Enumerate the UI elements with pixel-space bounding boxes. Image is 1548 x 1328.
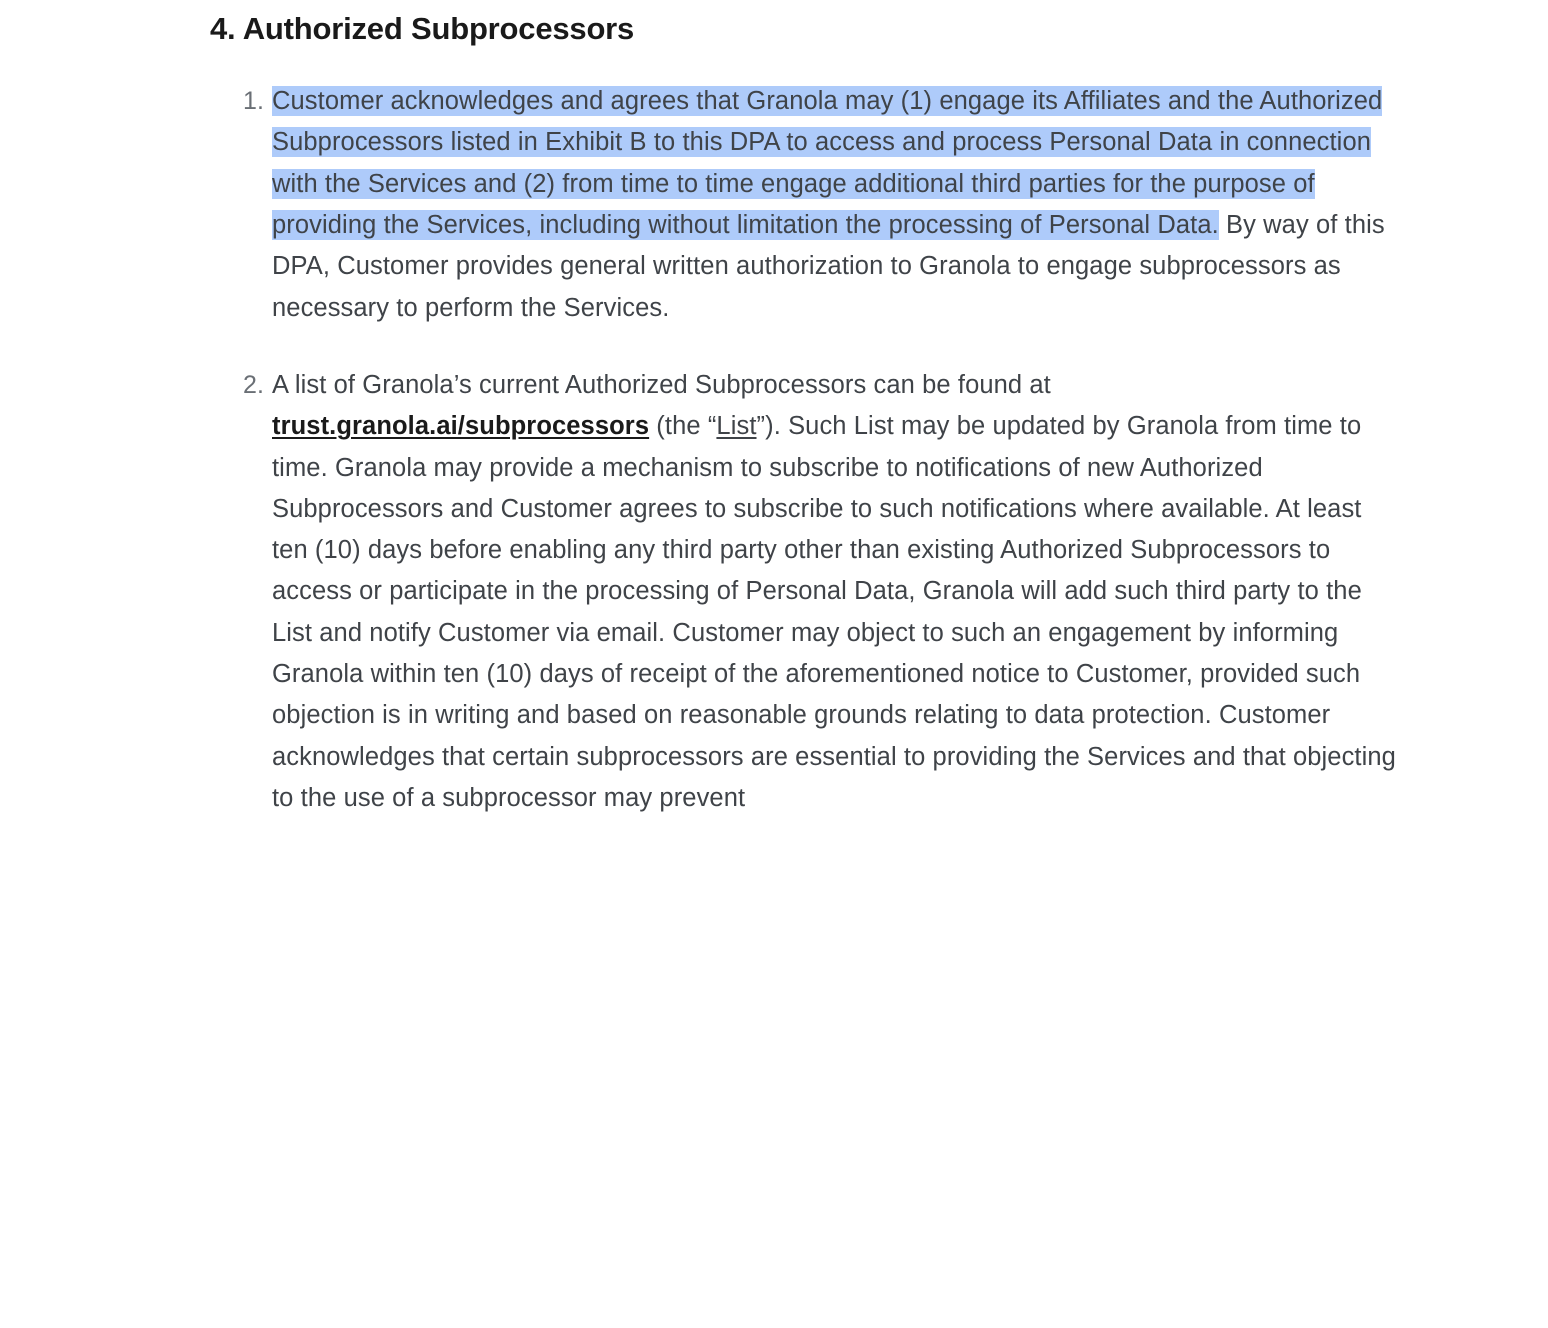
clause-1-remaining-text: By way of this DPA, Customer provides general written authorization to Granola to engage subprocessors as necessary to perform the Services. bbox=[272, 211, 1385, 322]
clause-2-text-after-link-a: (the “ bbox=[649, 412, 717, 441]
clause-2-text-after-link-b: ”). Such List may be updated by Granola from time to time. Granola may provide a mechanism to subscribe to notifications of new Authorized Subprocessors and Customer agrees to subscribe to such notifications where available. At least ten (10) days before enabling any third party other than existing Authorized Subprocessors to access or participate in the processing of Personal Data, Granola will add such third party to the List and notify Customer via email. Customer may object to such an engagement by informing Granola within ten (10) days of receipt of the aforementioned notice to Customer, provided such objection is in writing and based on reasonable grounds relating to data protection. Customer acknowledges that certain subprocessors are essential to providing the Services and that objecting to the use of a subprocessor may prevent bbox=[272, 412, 1396, 812]
defined-term-list: List bbox=[716, 412, 757, 441]
clause-list bbox=[210, 81, 1398, 819]
list-item bbox=[210, 365, 1398, 819]
clause-2-text-before-link: A list of Granola’s current Authorized Subprocessors can be found at bbox=[272, 370, 1051, 399]
page-title: 4. Authorized Subprocessors bbox=[210, 11, 635, 46]
subprocessors-link[interactable]: trust.granola.ai/subprocessors bbox=[272, 412, 650, 441]
list-item bbox=[210, 81, 1398, 329]
highlighted-selection-text: Customer acknowledges and agrees that Granola may (1) engage its Affiliates and the Authorized Subprocessors listed in Exhibit B to this DPA to access and process Personal Data in connection with the Services and (2) from time to time engage additional third parties for the purpose of providing the Services, including without limitation the processing of Personal Data. bbox=[272, 87, 1383, 240]
